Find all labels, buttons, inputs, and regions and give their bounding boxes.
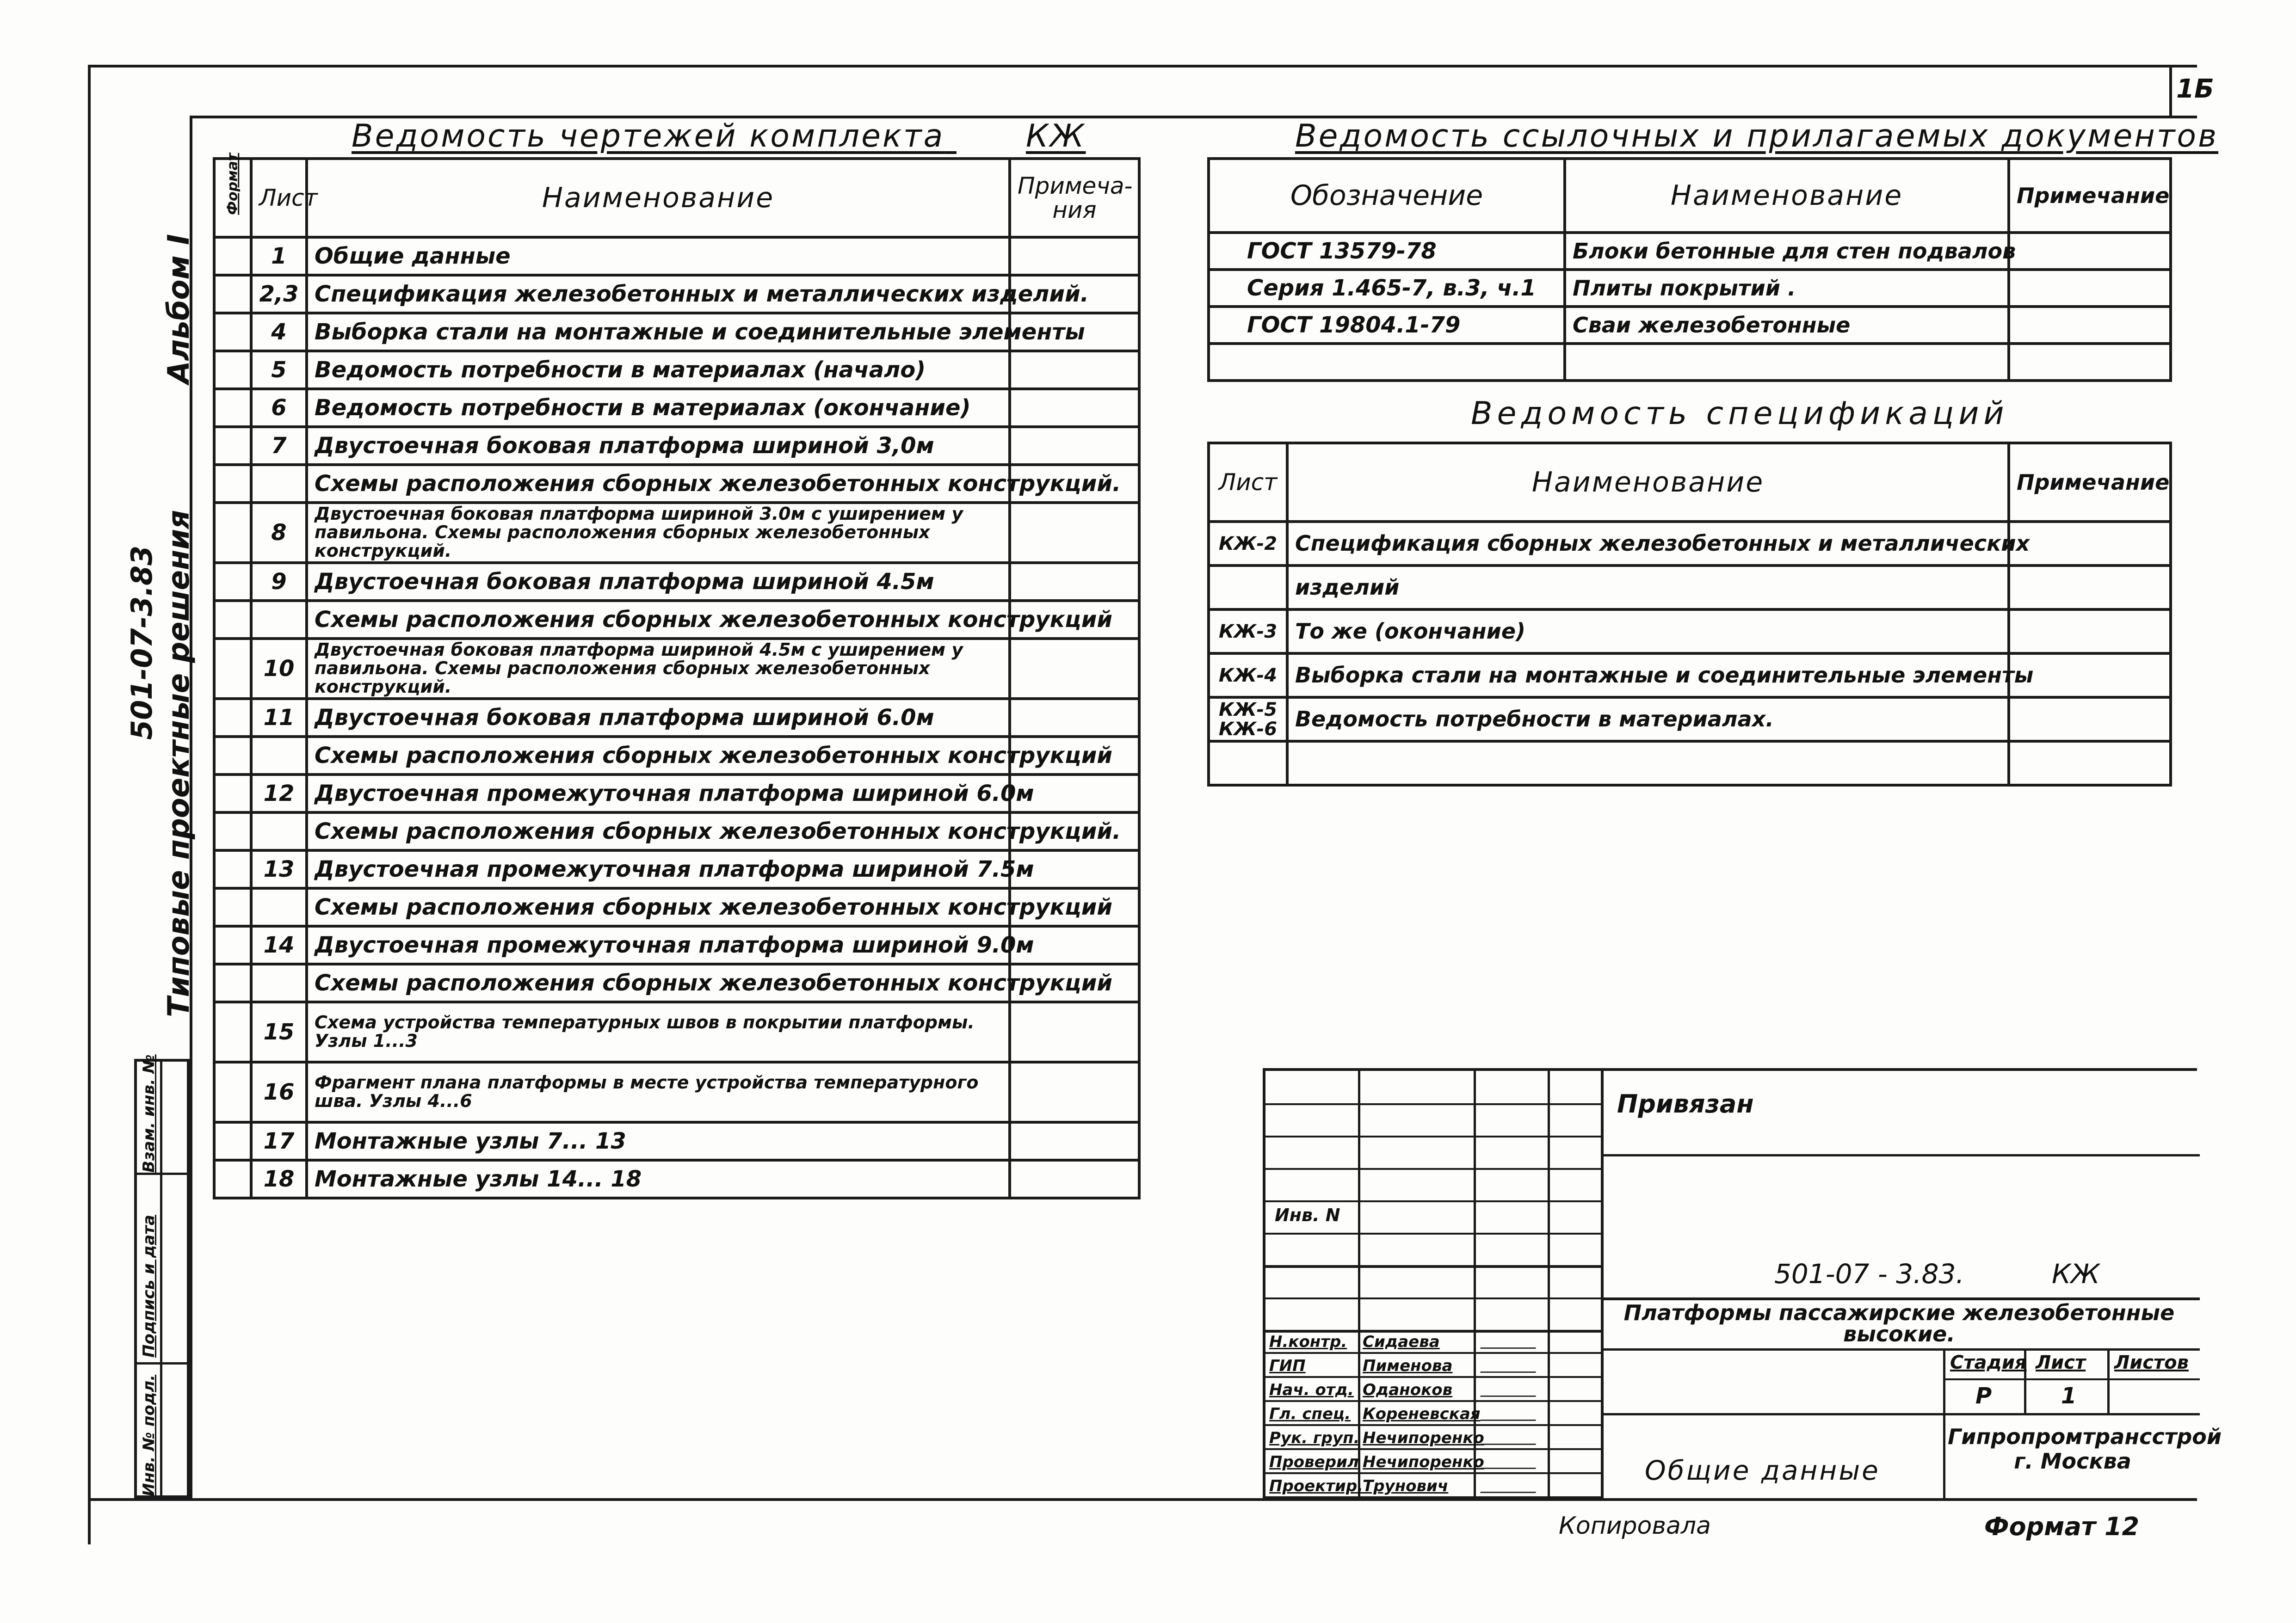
drawing-format [214, 926, 251, 964]
drawing-note [1010, 563, 1139, 601]
spec-sheet: КЖ-5 КЖ-6 [1209, 697, 1287, 741]
tb-person-row [1265, 1378, 1601, 1402]
tb-person-role: Гл. спец. [1269, 1405, 1351, 1423]
specs-body [1209, 522, 2171, 785]
drawing-format [214, 1062, 251, 1122]
tb-stage-label: Стадия [1950, 1352, 2027, 1373]
ref-note [2009, 344, 2171, 381]
drawing-note [1010, 1160, 1139, 1198]
drawing-name: Общие данные [307, 237, 1010, 275]
drawing-sheet: 13 [251, 850, 307, 888]
spec-sheet: КЖ-3 [1209, 609, 1287, 653]
tb-person-name: Кореневская [1363, 1405, 1481, 1423]
tb-person-row [1265, 1426, 1601, 1450]
drawing-row [214, 1160, 1139, 1198]
drawings-table [213, 153, 1141, 1199]
drawing-sheet: 9 [251, 563, 307, 601]
spec-row [1209, 522, 2171, 566]
tb-stage-h2 [1601, 1413, 2200, 1415]
spec-row [1209, 741, 2171, 785]
drawing-name: Двустоечная боковая платформа шириной 4.5м [307, 563, 1010, 601]
drawing-format [214, 313, 251, 351]
ref-name [1565, 344, 2009, 381]
ref-note [2009, 233, 2171, 270]
spec-name [1287, 741, 2009, 785]
tb-person-role: ГИП [1269, 1357, 1306, 1375]
drawing-name: Фрагмент плана платформы в месте устройства температурного шва. Узлы 4...6 [307, 1062, 1010, 1122]
drawing-format [214, 601, 251, 639]
drawing-note [1010, 1002, 1139, 1062]
tb-stage-v3 [2107, 1348, 2110, 1413]
ref-row [1209, 233, 2171, 270]
tb-inv-label: Инв. N [1275, 1205, 1340, 1225]
drawing-note [1010, 639, 1139, 699]
spec-name: Спецификация сборных железобетонных и металлических [1287, 522, 2009, 566]
tb-person-row [1265, 1474, 1601, 1498]
drawing-format [214, 563, 251, 601]
drawing-format [214, 812, 251, 850]
spec-note [2009, 566, 2171, 609]
drawing-format [214, 699, 251, 737]
drawings-title-code: КЖ [1025, 118, 1086, 154]
tb-person-signature [1480, 1430, 1541, 1445]
drawing-name: Ведомость потребности в материалах (окончание) [307, 389, 1010, 427]
tb-person-role: Нач. отд. [1269, 1381, 1354, 1399]
drawing-name: Схемы расположения сборных железобетонных конструкций [307, 964, 1010, 1002]
refs-col-code: Обозначение [1209, 159, 1565, 233]
tb-stage-value: Р [1975, 1383, 1992, 1409]
drawing-sheet: 8 [251, 503, 307, 563]
tb-person-row [1265, 1450, 1601, 1474]
refs-col-note: Примечание [2009, 159, 2171, 233]
tb-stage-v [1943, 1348, 1945, 1501]
drawing-row [214, 465, 1139, 503]
specs-table [1207, 442, 2172, 787]
drawing-name: Двустоечная промежуточная платформа шириной 9.0м [307, 926, 1010, 964]
format-label: Формат 12 [1984, 1512, 2140, 1541]
drawing-sheet: 5 [251, 351, 307, 389]
drawing-name: Схемы расположения сборных железобетонных конструкций [307, 737, 1010, 775]
drawing-sheet: 1 [251, 237, 307, 275]
side-stamp-row2 [137, 1362, 188, 1365]
drawing-sheet: 10 [251, 639, 307, 699]
drawing-name: Двустоечная промежуточная платформа шириной 6.0м [307, 775, 1010, 812]
side-stamp [134, 1054, 190, 1498]
copied-label: Копировала [1559, 1512, 1711, 1540]
tb-object: Платформы пассажирские железобетонные высокие. [1623, 1300, 2175, 1346]
drawing-sheet: 11 [251, 699, 307, 737]
tb-hline-6 [1265, 1265, 1601, 1268]
frame-left [88, 65, 91, 1544]
drawing-row [214, 563, 1139, 601]
tb-right-h3 [1601, 1348, 2200, 1351]
side-stamp-inv: Инв. № подл. [140, 1374, 158, 1496]
ref-name: Сваи железобетонные [1565, 307, 2009, 344]
drawing-row [214, 389, 1139, 427]
drawing-format [214, 237, 251, 275]
refs-title: Ведомость ссылочных и прилагаемых документов [1295, 118, 2219, 154]
drawing-note [1010, 1062, 1139, 1122]
col-sheet: Лист [251, 159, 307, 237]
tb-sheet-value: 1 [2061, 1383, 2077, 1409]
ref-code: Серия 1.465-7, в.3, ч.1 [1209, 270, 1565, 307]
col-format [214, 153, 251, 237]
tb-person-signature [1480, 1478, 1541, 1493]
drawing-sheet: 14 [251, 926, 307, 964]
drawing-row [214, 775, 1139, 812]
ref-row [1209, 307, 2171, 344]
specs-col-name: Наименование [1287, 443, 2009, 522]
frame-top [88, 65, 2197, 68]
specs-title: Ведомость спецификаций [1471, 395, 2009, 432]
drawing-format [214, 427, 251, 465]
drawing-name: Монтажные узлы 7... 13 [307, 1122, 1010, 1160]
drawing-row [214, 639, 1139, 699]
drawing-sheet: 7 [251, 427, 307, 465]
tb-vline-4 [1601, 1071, 1604, 1501]
tb-person-row [1265, 1330, 1601, 1354]
spec-name: изделий [1287, 566, 2009, 609]
spec-row [1209, 566, 2171, 609]
drawing-sheet [251, 964, 307, 1002]
tb-sheet-name: Общие данные [1645, 1455, 1880, 1486]
spec-sheet [1209, 741, 1287, 785]
drawings-title-text: Ведомость чертежей комплекта [352, 118, 945, 154]
tb-person-name: Сидаева [1363, 1333, 1440, 1351]
drawing-row [214, 503, 1139, 563]
drawing-sheet [251, 737, 307, 775]
drawing-name: Двустоечная боковая платформа шириной 3.0м с уширением у павильона. Схемы расположения сборных железобетонных конструкций. [307, 503, 1010, 563]
tb-person-signature [1480, 1358, 1541, 1373]
spec-name: Выборка стали на монтажные и соединительные элементы [1287, 653, 2009, 697]
spec-note [2009, 609, 2171, 653]
drawing-sheet [251, 601, 307, 639]
tb-hline-7 [1265, 1297, 1601, 1299]
tb-doc-mark: КЖ [2052, 1258, 2100, 1290]
spec-row [1209, 697, 2171, 741]
tb-person-role: Н.контр. [1269, 1333, 1347, 1351]
drawing-format [214, 888, 251, 926]
drawing-name: Схемы расположения сборных железобетонных конструкций. [307, 812, 1010, 850]
drawing-row [214, 1062, 1139, 1122]
col-name: Наименование [307, 159, 1010, 237]
side-stamp-sign: Подпись и дата [140, 1215, 158, 1358]
drawing-format [214, 639, 251, 699]
drawing-format [214, 1002, 251, 1062]
drawing-name: Двустоечная боковая платформа шириной 3,0м [307, 427, 1010, 465]
specs-col-note: Примечание [2009, 443, 2171, 522]
spec-row [1209, 609, 2171, 653]
drawing-name: Схемы расположения сборных железобетонных конструкций [307, 888, 1010, 926]
drawing-format [214, 275, 251, 313]
tb-person-name: Трунович [1363, 1477, 1449, 1495]
spec-sheet: КЖ-2 [1209, 522, 1287, 566]
drawing-name: Двустоечная промежуточная платформа шириной 7.5м [307, 850, 1010, 888]
tb-hline-2 [1265, 1136, 1601, 1137]
ref-row [1209, 270, 2171, 307]
spec-note [2009, 522, 2171, 566]
tb-doc-code: 501-07 - 3.83. [1774, 1258, 1964, 1290]
drawing-format [214, 465, 251, 503]
tb-bound: Привязан [1617, 1089, 1754, 1119]
tb-sheet-label: Лист [2036, 1352, 2086, 1373]
tb-person-row [1265, 1402, 1601, 1426]
tb-right-h1 [1601, 1154, 2200, 1156]
tb-person-role: Проверил [1269, 1453, 1359, 1471]
refs-body [1209, 233, 2171, 381]
drawing-name: Двустоечная боковая платформа шириной 6.0м [307, 699, 1010, 737]
drawing-format [214, 775, 251, 812]
drawing-name: Монтажные узлы 14... 18 [307, 1160, 1010, 1198]
tb-hline-3 [1265, 1168, 1601, 1170]
ref-note [2009, 270, 2171, 307]
drawing-format [214, 1122, 251, 1160]
refs-table [1207, 157, 2172, 382]
col-format-label: Формат [224, 153, 241, 215]
tb-person-signature [1480, 1382, 1541, 1397]
ref-row [1209, 344, 2171, 381]
drawing-row [214, 699, 1139, 737]
tb-stage-h [1943, 1378, 2200, 1380]
tb-person-role: Рук. груп. [1269, 1429, 1360, 1447]
drawing-note [1010, 699, 1139, 737]
side-stamp-replace: Взам. инв. № [140, 1054, 158, 1173]
drawings-body [214, 237, 1139, 1198]
drawing-row [214, 601, 1139, 639]
drawing-row [214, 888, 1139, 926]
drawing-note [1010, 503, 1139, 563]
drawing-sheet: 18 [251, 1160, 307, 1198]
specs-col-sheet: Лист [1209, 443, 1287, 522]
drawing-row [214, 313, 1139, 351]
drawing-row [214, 926, 1139, 964]
drawing-format [214, 1160, 251, 1198]
drawing-row [214, 964, 1139, 1002]
ref-code [1209, 344, 1565, 381]
spec-row [1209, 653, 2171, 697]
drawing-name: Схемы расположения сборных железобетонных конструкций. [307, 465, 1010, 503]
drawing-row [214, 737, 1139, 775]
drawing-format [214, 964, 251, 1002]
drawing-sheet [251, 465, 307, 503]
ref-name: Блоки бетонные для стен подвалов [1565, 233, 2009, 270]
drawing-row [214, 850, 1139, 888]
drawing-row [214, 237, 1139, 275]
sheet-corner-number: 1Б [2176, 74, 2214, 104]
drawing-note [1010, 237, 1139, 275]
spec-note [2009, 741, 2171, 785]
drawing-format [214, 737, 251, 775]
frame-corner-box [2169, 65, 2172, 116]
drawing-format [214, 503, 251, 563]
tb-org: Гипропромтрансстрой г. Москва [1948, 1424, 2222, 1474]
tb-person-signature [1480, 1406, 1541, 1421]
col-note: Примеча-ния [1010, 159, 1139, 237]
drawing-sheet: 17 [251, 1122, 307, 1160]
spec-sheet [1209, 566, 1287, 609]
drawing-name: Схемы расположения сборных железобетонных конструкций [307, 601, 1010, 639]
drawing-sheet [251, 888, 307, 926]
drawing-format [214, 351, 251, 389]
drawing-row [214, 351, 1139, 389]
drawing-name: Ведомость потребности в материалах (начало) [307, 351, 1010, 389]
tb-hline-5 [1265, 1233, 1601, 1235]
drawing-sheet: 6 [251, 389, 307, 427]
drawing-sheet [251, 812, 307, 850]
tb-person-name: Нечипоренко [1363, 1429, 1484, 1447]
drawing-sheet: 12 [251, 775, 307, 812]
drawing-row [214, 1122, 1139, 1160]
drawing-sheet: 2,3 [251, 275, 307, 313]
drawing-note [1010, 427, 1139, 465]
side-stamp-row1 [137, 1173, 188, 1175]
ref-name: Плиты покрытий . [1565, 270, 2009, 307]
tb-hline-1 [1265, 1103, 1601, 1105]
drawings-title [352, 118, 1086, 154]
frame-bottom [88, 1498, 2197, 1501]
project-code: 501-07-3.83 [125, 545, 159, 740]
drawing-format [214, 850, 251, 888]
drawing-row [214, 427, 1139, 465]
tb-person-signature [1480, 1334, 1541, 1349]
ref-code: ГОСТ 19804.1-79 [1209, 307, 1565, 344]
spec-sheet: КЖ-4 [1209, 653, 1287, 697]
tb-hline-4 [1265, 1200, 1601, 1202]
tb-sheets-label: Листов [2114, 1352, 2189, 1373]
drawing-row [214, 1002, 1139, 1062]
spec-note [2009, 697, 2171, 741]
tb-person-name: Оданоков [1363, 1381, 1453, 1399]
tb-person-name: Пименова [1363, 1357, 1453, 1375]
drawing-row [214, 812, 1139, 850]
series-title: Типовые проектные решения [162, 510, 196, 1017]
drawing-row [214, 275, 1139, 313]
drawing-name: Двустоечная боковая платформа шириной 4.5м с уширением у павильона. Схемы расположения сборных железобетонных конструкций. [307, 639, 1010, 699]
album-label: Альбом I [162, 234, 196, 384]
drawing-format [214, 389, 251, 427]
title-block [1263, 1068, 2222, 1498]
tb-person-signature [1480, 1454, 1541, 1469]
drawing-name: Выборка стали на монтажные и соединительные элементы [307, 313, 1010, 351]
tb-person-row [1265, 1354, 1601, 1378]
tb-person-role: Проектир. [1269, 1477, 1364, 1495]
tb-person-name: Нечипоренко [1363, 1453, 1484, 1471]
drawing-note [1010, 389, 1139, 427]
side-stamp-col-line [160, 1062, 162, 1496]
drawing-name: Спецификация железобетонных и металлических изделий. [307, 275, 1010, 313]
ref-code: ГОСТ 13579-78 [1209, 233, 1565, 270]
drawing-note [1010, 1122, 1139, 1160]
drawing-note [1010, 351, 1139, 389]
drawing-name: Схема устройства температурных швов в покрытии платформы. Узлы 1...3 [307, 1002, 1010, 1062]
drawing-sheet: 15 [251, 1002, 307, 1062]
refs-col-name: Наименование [1565, 159, 2009, 233]
spec-name: То же (окончание) [1287, 609, 2009, 653]
drawing-sheet: 4 [251, 313, 307, 351]
spec-name: Ведомость потребности в материалах. [1287, 697, 2009, 741]
ref-note [2009, 307, 2171, 344]
drawing-sheet: 16 [251, 1062, 307, 1122]
